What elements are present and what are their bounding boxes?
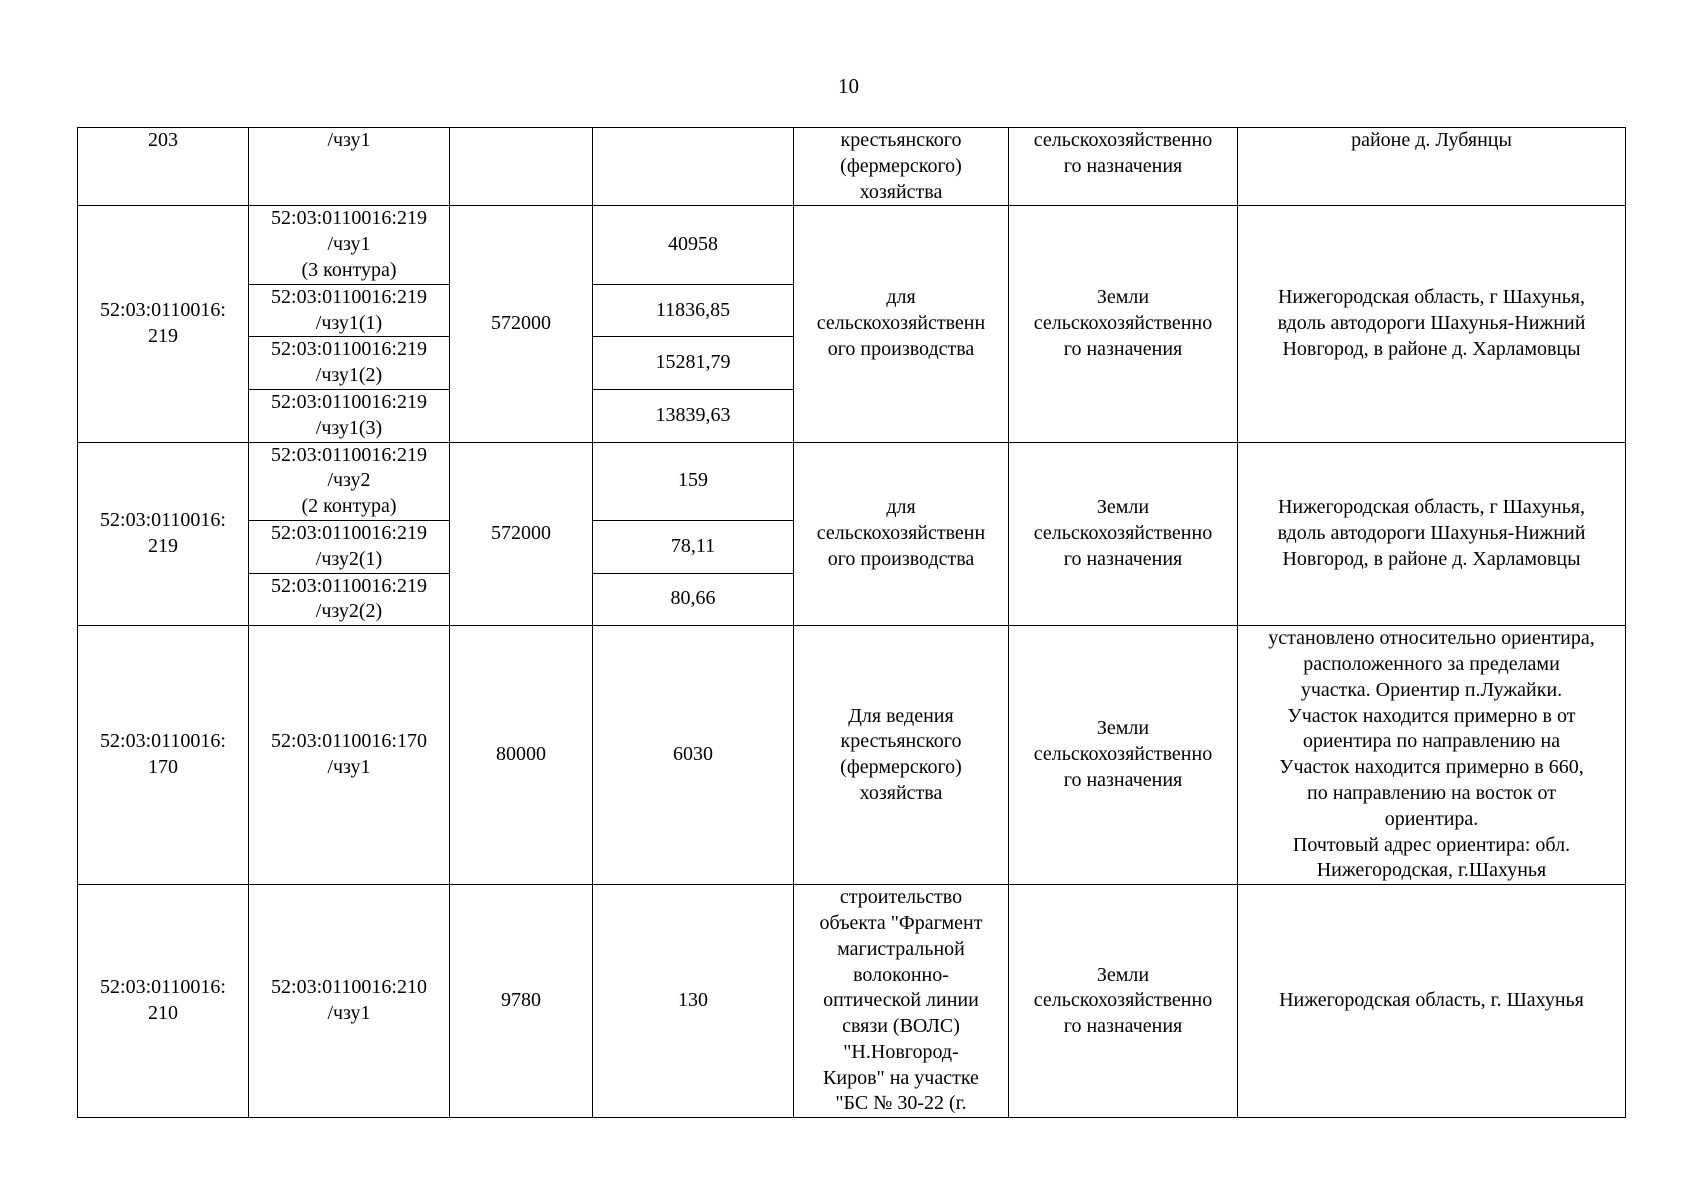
- cadastral-number-cell: 52:03:0110016: 210: [78, 885, 249, 1118]
- part-number-cell: 52:03:0110016:219 /чзу1(2): [249, 337, 450, 390]
- land-category-cell: Земли сельскохозяйственно го назначения: [1009, 206, 1238, 442]
- total-area-cell: 572000: [450, 442, 593, 626]
- part-area-cell: [593, 128, 794, 206]
- part-area-cell: 78,11: [593, 520, 794, 573]
- part-number-cell: 52:03:0110016:170 /чзу1: [249, 626, 450, 885]
- land-plots-table: [77, 127, 1626, 1118]
- table-row: [78, 206, 1626, 284]
- land-category-cell: Земли сельскохозяйственно го назначения: [1009, 626, 1238, 885]
- table-row: [78, 626, 1626, 885]
- table-row: [78, 128, 1626, 206]
- cadastral-number-cell: 52:03:0110016: 170: [78, 626, 249, 885]
- permitted-use-cell: Для ведения крестьянского (фермерского) хозяйства: [794, 626, 1009, 885]
- part-number-cell: 52:03:0110016:219 /чзу1(3): [249, 389, 450, 442]
- part-number-cell: /чзу1: [249, 128, 450, 206]
- address-cell: Нижегородская область, г Шахунья, вдоль автодороги Шахунья-Нижний Новгород, в районе д. Харламовцы: [1238, 442, 1626, 626]
- address-cell: установлено относительно ориентира, расположенного за пределами участка. Ориентир п.Лужайки. Участок находится примерно в от ориентира по направлению на Участок находится примерно в 660, по направлению на восток от ориентира. Почтовый адрес ориентира: обл. Нижегородская, г.Шахунья: [1238, 626, 1626, 885]
- total-area-cell: 9780: [450, 885, 593, 1118]
- part-number-cell: 52:03:0110016:210 /чзу1: [249, 885, 450, 1118]
- part-area-cell: 11836,85: [593, 284, 794, 337]
- address-cell: Нижегородская область, г Шахунья, вдоль автодороги Шахунья-Нижний Новгород, в районе д. Харламовцы: [1238, 206, 1626, 442]
- part-number-cell: 52:03:0110016:219 /чзу1(1): [249, 284, 450, 337]
- part-area-cell: 159: [593, 442, 794, 520]
- cadastral-number-cell: 52:03:0110016: 219: [78, 442, 249, 626]
- part-area-cell: 6030: [593, 626, 794, 885]
- land-category-cell: сельскохозяйственно го назначения: [1009, 128, 1238, 206]
- table-row: [78, 885, 1626, 1118]
- permitted-use-cell: строительство объекта "Фрагмент магистральной волоконно- оптической линии связи (ВОЛС) "Н.Новгород- Киров" на участке "БС № 30-22 (г.: [794, 885, 1009, 1118]
- land-category-cell: Земли сельскохозяйственно го назначения: [1009, 885, 1238, 1118]
- cadastral-number-cell: 203: [78, 128, 249, 206]
- part-number-cell: 52:03:0110016:219 /чзу2(1): [249, 520, 450, 573]
- part-area-cell: 80,66: [593, 573, 794, 626]
- part-number-cell: 52:03:0110016:219 /чзу2 (2 контура): [249, 442, 450, 520]
- total-area-cell: 572000: [450, 206, 593, 442]
- total-area-cell: 80000: [450, 626, 593, 885]
- permitted-use-cell: крестьянского (фермерского) хозяйства: [794, 128, 1009, 206]
- part-number-cell: 52:03:0110016:219 /чзу2(2): [249, 573, 450, 626]
- permitted-use-cell: для сельскохозяйственн ого производства: [794, 206, 1009, 442]
- page-number: 10: [838, 74, 859, 98]
- total-area-cell: [450, 128, 593, 206]
- part-area-cell: 13839,63: [593, 389, 794, 442]
- permitted-use-cell: для сельскохозяйственн ого производства: [794, 442, 1009, 626]
- part-area-cell: 130: [593, 885, 794, 1118]
- land-category-cell: Земли сельскохозяйственно го назначения: [1009, 442, 1238, 626]
- table-row: [78, 442, 1626, 520]
- address-cell: Нижегородская область, г. Шахунья: [1238, 885, 1626, 1118]
- cadastral-number-cell: 52:03:0110016: 219: [78, 206, 249, 442]
- part-number-cell: 52:03:0110016:219 /чзу1 (3 контура): [249, 206, 450, 284]
- part-area-cell: 15281,79: [593, 337, 794, 390]
- part-area-cell: 40958: [593, 206, 794, 284]
- address-cell: районе д. Лубянцы: [1238, 128, 1626, 206]
